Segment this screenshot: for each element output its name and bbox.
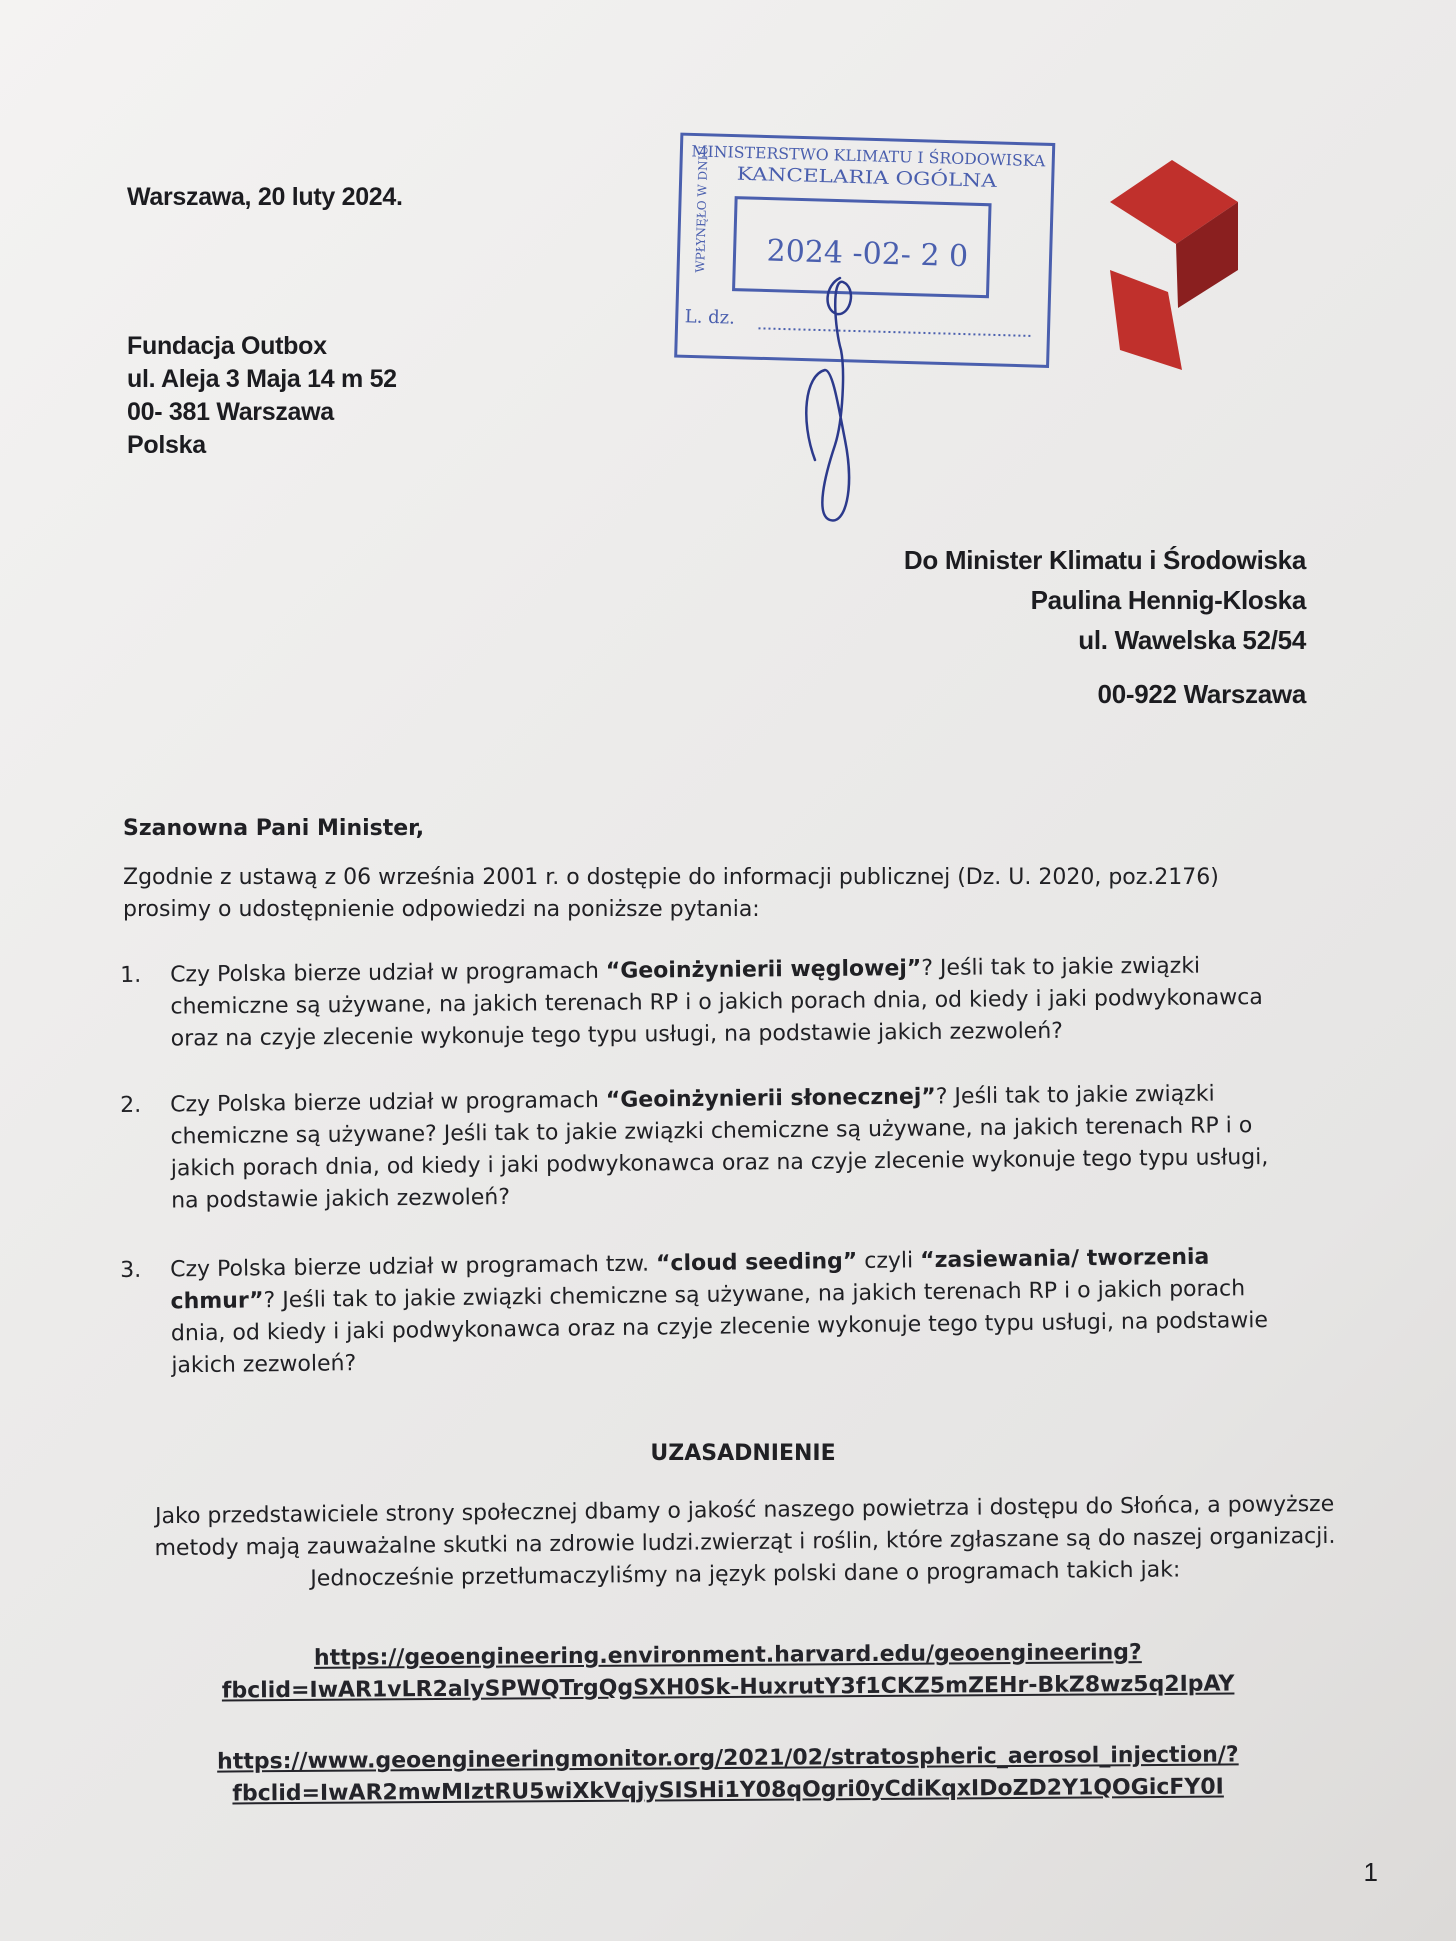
recipient-address — [904, 540, 1306, 714]
question-topic: “Geoinżynierii słonecznej” — [605, 1084, 936, 1113]
sender-country: Polska — [127, 431, 206, 459]
link-line[interactable]: fbclid=IwAR1vLR2alySPWQTrgQgSXH0Sk-HuxrutY3f1CKZ5mZEHr-BkZ8wz5q2IpAY — [221, 1671, 1235, 1704]
greeting: Szanowna Pani Minister, — [123, 816, 425, 841]
question-3 — [120, 1240, 1321, 1383]
intro-paragraph: Zgodnie z ustawą z 06 września 2001 r. o dostępie do informacji publicznej (Dz. U. 2020, poz.2176) prosimy o udostępnienie odpowiedzi na poniższe pytania: — [123, 865, 1219, 922]
foundation-logo — [1110, 160, 1245, 380]
question-topic-2: “zasiewania/ tworzenia chmur” — [170, 1244, 1210, 1315]
question-number: 3. — [120, 1257, 142, 1283]
link-line[interactable]: https://www.geoengineeringmonitor.org/2021/02/stratospheric_aerosol_injection/? — [217, 1742, 1239, 1775]
date-line: Warszawa, 20 luty 2024. — [127, 183, 403, 211]
question-text: Czy Polska bierze udział w programach “Geoinżynierii słonecznej”? Jeśli tak to jakie związki chemiczne są używane? Jeśli tak to jakie związki chemiczne są używane, na jakich terenach RP i o jakich porach dnia, od kiedy i jaki podwykonawca oraz na czyje zlecenie wykonuje tego typu usługi, na podstawie jakich zezwoleń? — [170, 1081, 1269, 1214]
question-text: Czy Polska bierze udział w programach “Geoinżynierii węglowej”? Jeśli tak to jakie związki chemiczne są używane, na jakich terenach RP i o jakich porach dnia, od kiedy i jaki podwykonawca oraz na czyje zlecenie wykonuje tego typu usługi, na podstawie jakich zezwoleń? — [170, 953, 1263, 1052]
stamp-registry-label: L. dz. — [684, 306, 736, 329]
justification-paragraph: Jako przedstawiciele strony społecznej dbamy o jakość naszego powietrza i dostępu do Słońca, a powyższe metody mają zauważalne skutki na zdrowie ludzi.zwierząt i roślin, które zgłaszane są do naszej organizacji. Jednocześnie przetłumaczyliśmy na język polski dane o programach takich jak: — [154, 1491, 1336, 1592]
logo-lower-block — [1110, 270, 1182, 370]
question-number: 1. — [120, 962, 142, 988]
question-1 — [120, 950, 1321, 1056]
recipient-line-1: Do Minister Klimatu i Środowiska — [903, 545, 1306, 575]
stamp-received-label: WPŁYNĘŁO W DNIU — [693, 145, 711, 273]
reference-link-2[interactable] — [0, 1738, 1456, 1812]
question-number: 2. — [120, 1092, 142, 1118]
recipient-line-3: ul. Wawelska 52/54 — [1078, 625, 1306, 655]
page-number: 1 — [1363, 1857, 1378, 1887]
reference-link-1[interactable] — [0, 1635, 1456, 1709]
link-line[interactable]: fbclid=IwAR2mwMIztRU5wiXkVqjySISHi1Y08qOgri0yCdiKqxIDoZD2Y1QOGicFY0I — [232, 1774, 1224, 1807]
sender-name: Fundacja Outbox — [127, 332, 327, 360]
justification-heading: UZASADNIENIE — [650, 1441, 836, 1466]
recipient-line-4: 00-922 Warszawa — [1097, 679, 1306, 709]
sender-city: 00- 381 Warszawa — [127, 398, 334, 426]
link-line[interactable]: https://geoengineering.environment.harvard.edu/geoengineering? — [313, 1640, 1142, 1671]
question-topic: “Geoinżynierii węglowej” — [605, 956, 922, 984]
stamp-office-text: KANCELARIA OGÓLNA — [736, 163, 955, 191]
question-text: Czy Polska bierze udział w programach tzw. “cloud seeding” czyli “zasiewania/ tworzenia chmur”? Jeśli tak to jakie związki chemiczne są używane, na jakich terenach RP i o jakich porach dnia, od kiedy i jaki podwykonawca oraz na czyje zlecenie wykonuje tego typu usługi, na podstawie jakich zezwoleń? — [170, 1244, 1269, 1379]
question-2 — [120, 1077, 1321, 1218]
question-topic: “cloud seeding” — [655, 1248, 858, 1277]
stamp-date: 2024 -02- 2 0 — [766, 233, 969, 275]
stamp-ministry-text: MINISTERSTWO KLIMATU I ŚRODOWISKA — [691, 142, 1041, 171]
handwritten-signature — [785, 270, 895, 530]
recipient-line-2: Paulina Hennig-Kloska — [1030, 585, 1306, 615]
sender-street: ul. Aleja 3 Maja 14 m 52 — [127, 365, 397, 393]
sender-address — [127, 330, 397, 462]
